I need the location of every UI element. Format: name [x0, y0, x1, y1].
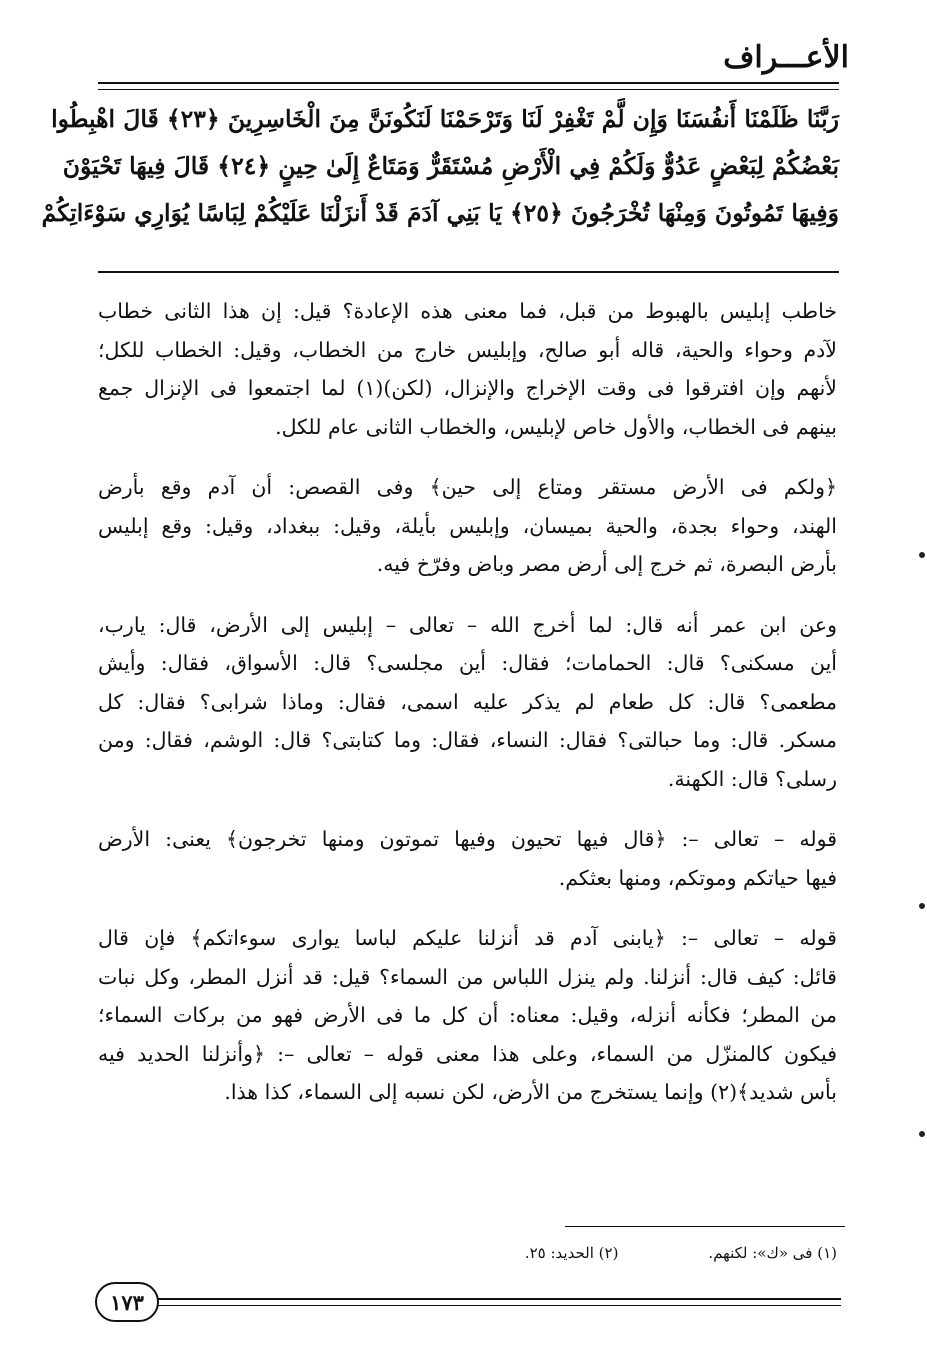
text-line: ﴿ولكم فى الأرض مستقر ومتاع إلى حين﴾ وفى القصص: أن آدم وقع بأرض [98, 475, 837, 499]
quran-line: بَعْضُكُمْ لِبَعْضٍ عَدُوٌّ وَلَكُمْ فِي الْأَرْضِ مُسْتَقَرٌّ وَمَتَاعٌ إِلَىٰ حِينٍ ﴿٢٤﴾ قَالَ فِيهَا تَحْيَوْنَ [62, 152, 839, 180]
text-line: بأس شديد﴾(٢) وإنما يستخرج من الأرض، لكن نسبه إلى السماء، كذا هذا. [224, 1080, 837, 1104]
text-line: لآدم وحواء والحية، قاله أبو صالح، وإبليس خارج من الخطاب، وقيل: الخطاب للكل؛ [98, 337, 837, 362]
page-header-title: الأعـــراف [723, 40, 849, 75]
footnote-2: (٢) الحديد: ٢٥. [524, 1244, 619, 1262]
footnote-rule [565, 1226, 845, 1227]
header-rule-thin [98, 89, 839, 90]
quran-verse-block [41, 96, 839, 237]
text-line: مسكر. قال: وما حبالتى؟ فقال: النساء، فقال: وما كتابتى؟ قال: الوشم، فقال: ومن [98, 728, 837, 752]
text-line: قوله – تعالى –: ﴿يابنى آدم قد أنزلنا عليكم لباسا يوارى سوءاتكم﴾ فإن قال [98, 926, 837, 950]
header-rule-thick [98, 82, 839, 84]
footnotes [380, 1244, 837, 1262]
text-line: أين مسكنى؟ قال: الحمامات؛ فقال: أين مجلسى؟ قال: الأسواق، فقال: وأيش [98, 651, 837, 675]
text-line: بينهم فى الخطاب، والأول خاص لإبليس، والخطاب الثانى عام للكل. [275, 414, 837, 439]
paragraph [98, 919, 837, 1112]
paragraph [98, 606, 837, 799]
paragraph [98, 292, 837, 446]
text-line: قائل: كيف قال: أنزلنا. ولم ينزل اللباس من السماء؟ قيل: قد أنزل المطر، وكل نبات [98, 964, 837, 989]
text-line: خاطب إبليس بالهبوط من قبل، فما معنى هذه الإعادة؟ قيل: إن هذا الثانى خطاب [98, 299, 837, 323]
text-line: لأنهم وإن افترقوا فى وقت الإخراج والإنزال، (لكن)(١) لما اجتمعوا فى الإنزال جمع [98, 376, 837, 400]
page-number-badge: ١٧٣ [95, 1282, 159, 1322]
text-line: بأرض البصرة، ثم خرج إلى أرض مصر وباض وفرّخ فيه. [376, 552, 837, 576]
text-line: مطعمى؟ قال: كل طعام لم يذكر عليه اسمى، فقال: وماذا شرابى؟ فقال: كل [98, 689, 837, 714]
footer-rule-thin [150, 1305, 841, 1306]
quran-block-rule [98, 271, 839, 273]
quran-line: رَبَّنَا ظَلَمْنَا أَنفُسَنَا وَإِن لَّمْ تَغْفِرْ لَنَا وَتَرْحَمْنَا لَنَكُونَنَّ مِنَ الْخَاسِرِينَ ﴿٢٣﴾ قَالَ اهْبِطُوا [51, 105, 839, 133]
margin-dot-icon [919, 903, 925, 909]
text-line: رسلى؟ قال: الكهنة. [667, 766, 837, 791]
footer-rule-thick [150, 1298, 841, 1300]
footnote-1: (١) فى «ك»: لكنهم. [708, 1244, 837, 1262]
text-line: فيكون كالمنزّل من السماء، وعلى هذا معنى قوله – تعالى –: ﴿وأنزلنا الحديد فيه [98, 1041, 837, 1066]
quran-line: وَفِيهَا تَمُوتُونَ وَمِنْهَا تُخْرَجُونَ ﴿٢٥﴾ يَا بَنِي آدَمَ قَدْ أَنزَلْنَا عَلَيْكُمْ لِبَاسًا يُوَارِي سَوْءَاتِكُمْ [41, 199, 839, 227]
margin-dot-icon [919, 552, 925, 558]
text-line: قوله – تعالى –: ﴿قال فيها تحيون وفيها تموتون ومنها تخرجون﴾ يعنى: الأرض [98, 827, 837, 851]
commentary-body [98, 292, 837, 1134]
text-line: من المطر؛ فكأنه أنزله، وقيل: معناه: أن كل ما فى الأرض فهو من بركات السماء؛ [98, 1003, 837, 1027]
margin-dot-icon [919, 1131, 925, 1137]
text-line: الهند، وحواء بجدة، والحية بميسان، وإبليس بأيلة، وقيل: ببغداد، وقيل: وقع إبليس [98, 513, 837, 538]
paragraph [98, 468, 837, 584]
text-line: فيها حياتكم وموتكم، ومنها بعثكم. [558, 865, 837, 890]
paragraph [98, 820, 837, 897]
text-line: وعن ابن عمر أنه قال: لما أخرج الله – تعالى – إبليس إلى الأرض، قال: يارب، [98, 612, 837, 637]
